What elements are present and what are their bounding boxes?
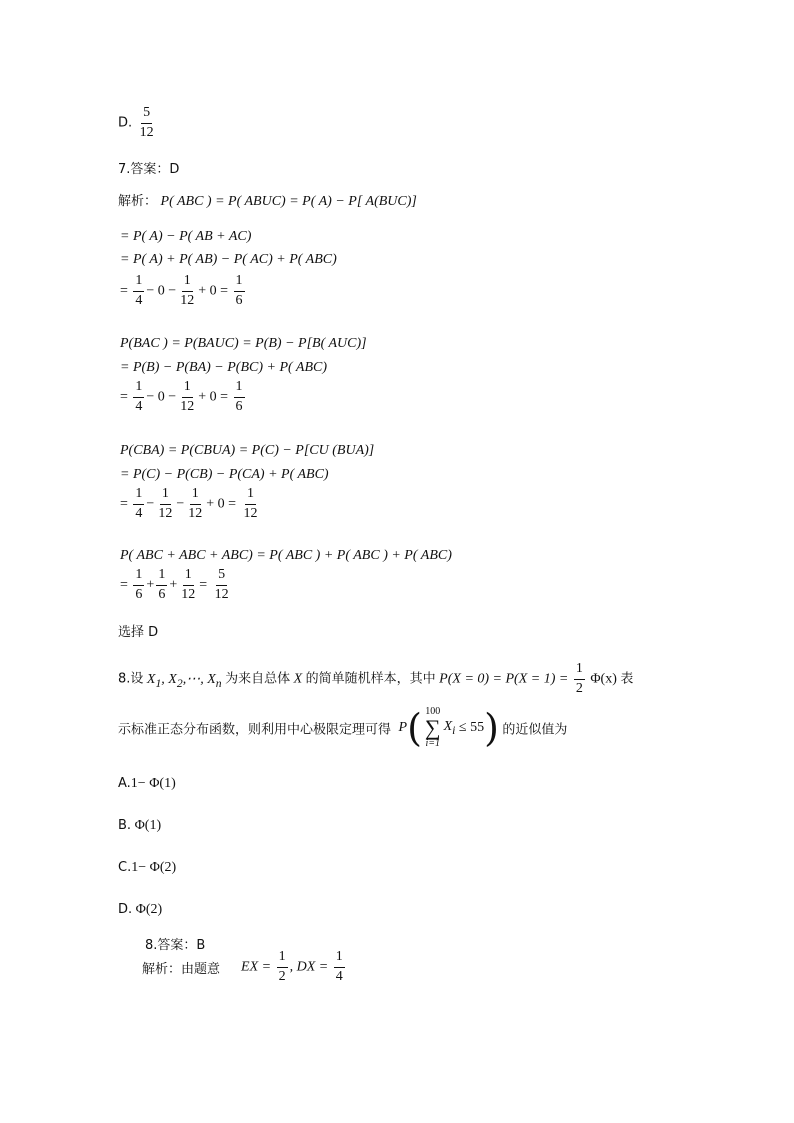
q8-option-c: C.1− Φ(2) [118, 860, 177, 875]
q8-answer: 8.答案：B [145, 938, 206, 953]
q7-line-2: = P( A) − P( AB + AC) [120, 229, 252, 244]
q7-option-d: D. $\frac{5}{12}$ [118, 105, 154, 140]
q7-answer: 7.答案：D [118, 162, 180, 177]
q7-line-12: = $\frac{1}{6}$ + $\frac{1}{6}$ + $\frac{1}{12}$ = $\frac{5}{12}$ [120, 567, 229, 602]
q7-line-6: = P(B) − P(BA) − P(BC) + P( ABC) [120, 360, 328, 375]
q7-line-7: = $\frac{1}{4}$ − 0 − $\frac{1}{12}$ + 0 = $\frac{1}{6}$ [120, 379, 243, 414]
summation: 100 ∑ i=1 [424, 706, 441, 749]
q8-option-d: D. Φ(2) [118, 902, 163, 917]
q8-stem-line-2: 示标准正态分布函数，则利用中心极限定理可得 P( 100 ∑ i=1 $X_i \le 55$) 的近似值为 [118, 706, 568, 750]
q7-line-10: = $\frac{1}{4}$ − $\frac{1}{12}$ − $\frac{1}{12}$ + 0 = $\frac{1}{12}$ [120, 486, 258, 521]
q7-line-8: P(CBA) = P(CBUA) = P(C) − P[CU (BUA)] [120, 443, 375, 458]
q7-line-9: = P(C) − P(CB) − P(CA) + P( ABC) [120, 467, 329, 482]
q7-analysis-line-1: 解析： P( ABC ) = P( ABUC) = P( A) − P[ A(BUC)] [118, 194, 417, 209]
q7-line-4: = $\frac{1}{4}$ − 0 − $\frac{1}{12}$ + 0 = $\frac{1}{6}$ [120, 273, 243, 308]
q7-choose: 选择 D [118, 625, 159, 640]
q8-analysis: 解析：由题意 EX = $\frac{1}{2}$ , DX = $\frac{1}{4}$ [142, 949, 343, 984]
q8-stem-line-1: 8.设 $X_1$, $X_2,\cdots$, $X_n$ 为来自总体 X 的简单随机样本，其中 P(X = 0) = P(X = 1) = $\frac{1}{2}$ Φ(x) 表 [118, 661, 634, 696]
q7-line-5: P(BAC ) = P(BAUC) = P(B) − P[B( AUC)] [120, 336, 367, 351]
q7-line-11: P( ABC + ABC + ABC) = P( ABC ) + P( ABC ) + P( ABC) [120, 548, 452, 563]
q8-option-a: A.1− Φ(1) [118, 776, 176, 791]
q7-line-3: = P( A) + P( AB) − P( AC) + P( ABC) [120, 252, 337, 267]
q8-option-b: B. Φ(1) [118, 818, 162, 833]
